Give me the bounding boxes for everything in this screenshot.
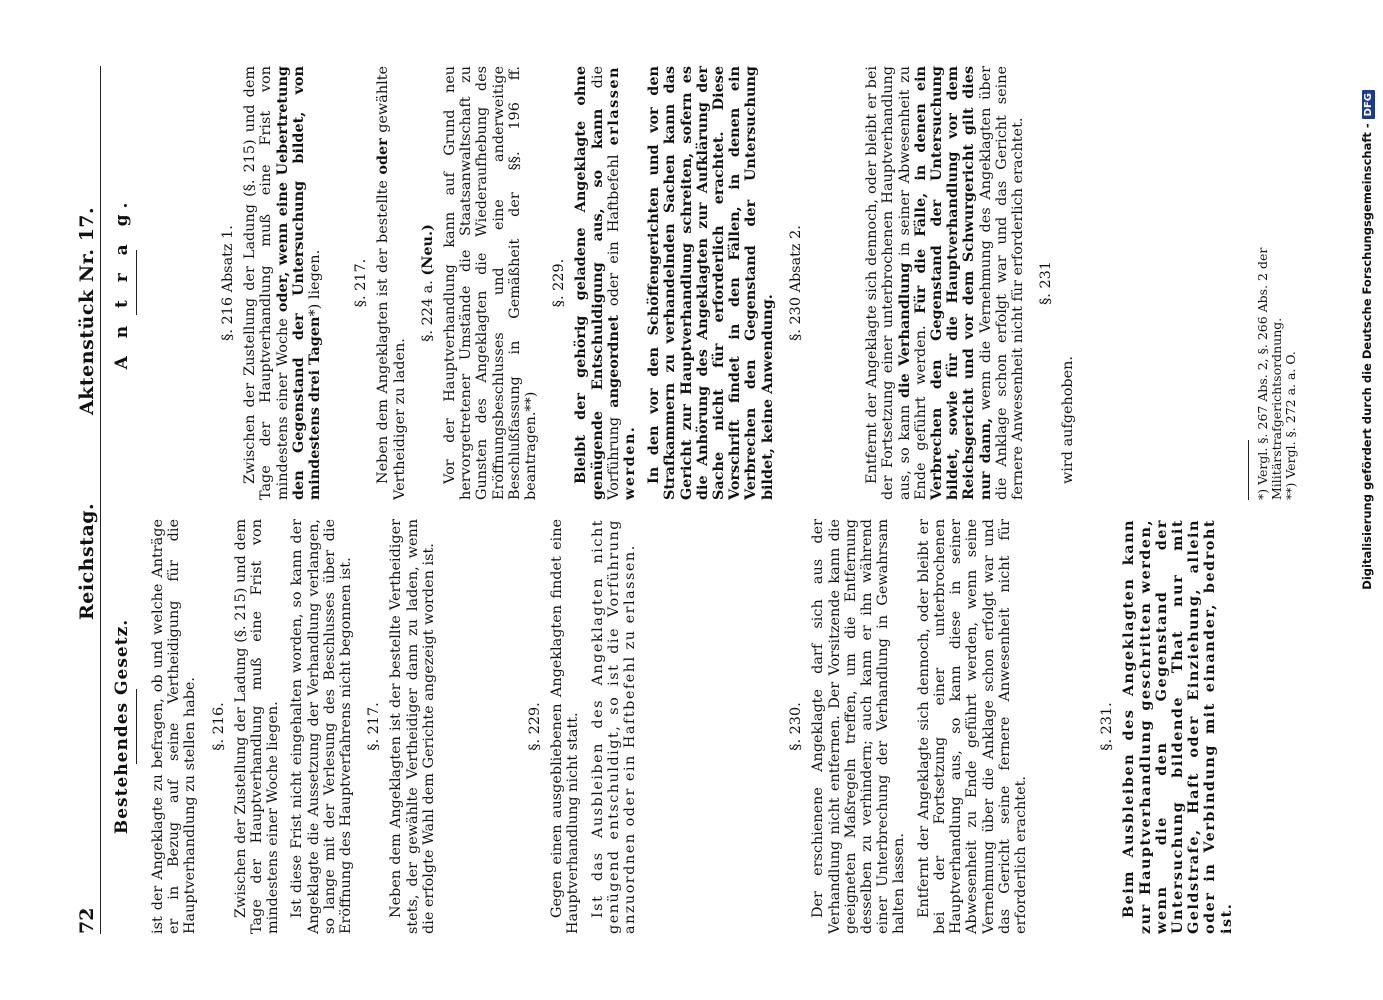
right-s230-text-e: wenn die Vernehmung des Angeklagten über die Anklage schon erfolgt war und das Gericht seine fernere Anwesenheit nicht für erforderlich erachtet.	[977, 65, 1026, 500]
left-intro: ist der Angeklagte zu befragen, ob und welche Anträge er in Bezug auf seine Vertheidigung für die Hauptverhandlung zu stellen habe.	[150, 519, 199, 934]
header-rule	[100, 66, 101, 934]
left-s217-paragraph-1: Neben dem Angeklagten ist der bestellte Vertheidiger stets, der gewählte Vertheidiger dann zu laden, wenn die erfolgte Wahl dem Gerichte angezeigt worden ist.	[388, 519, 437, 934]
page-number: 72	[76, 907, 98, 934]
right-s230-text-bold-b: die Verhandlung	[895, 262, 913, 398]
footnote-1: *) Vergl. §. 267 Abs. 2, §. 266 Abs. 2 der Militärstrafgerichtsordnung.	[1255, 247, 1284, 500]
right-column-heading: A n t r a g.	[112, 196, 132, 370]
right-s229-text-bold-a: Bleibt der gehörig geladene Angeklagte ohne genügende Entschuldigung aus, so kann	[572, 66, 606, 500]
dfg-logo: DFG	[1362, 90, 1375, 119]
right-s230-text-a: Entfernt der Angeklagte sich dennoch, oder bleibt er bei der Fortsetzung einer unterbrochenen Hauptverhandlung aus, so kann	[864, 66, 913, 500]
digitisation-credit	[1360, 90, 1374, 790]
left-s230-paragraph-1: Der erschienene Angeklagte darf sich aus der Verhandlung nicht entfernen. Der Vorsitzende kann die geeigneten Maßregeln treffen, um die Entfernung desselben zu verhindern; auch kann er ihn während einer Unterbrechung der Verhandlung in Gewahrsam halten lassen.	[810, 519, 908, 934]
right-s231-title: §. 231	[1038, 261, 1055, 305]
right-s217-paragraph-1	[375, 66, 407, 500]
right-s216-text-a: Zwischen der Zustellung der Ladung (§. 215) und dem Tage der Hauptverhandlung muß eine Frist von mindestens einer Woche	[242, 66, 291, 500]
left-s231-paragraph-1: Beim Ausbleiben des Angeklagten kann zur Hauptverhandlung geschritten werden, wenn die den Gegenstand der Untersuchung bildende That nur mit Geldstrafe, Haft oder Einziehung, allein oder in Verbindung mit einander, bedroht ist.	[1120, 519, 1235, 934]
left-s230-title: §. 230.	[788, 702, 805, 751]
right-s230-title: §. 230 Absatz 2.	[787, 225, 804, 341]
left-s230-paragraph-2: Entfernt der Angeklagte sich dennoch, oder bleibt er bei der Fortsetzung einer unterbrochenen Hauptverhandlung aus, so kann diese in seiner Abwesenheit zu Ende geführt werden, wenn seine Vernehmung über die Anklage schon erfolgt war und das Gericht seine fernere Anwesenheit nicht für erforderlich erachtet.	[915, 519, 1029, 934]
right-s229-text-b: die Vorführung	[589, 66, 622, 500]
running-head-right: Aktenstück Nr. 17.	[76, 206, 98, 415]
right-s217-text-c: gewählte Vertheidiger zu laden.	[375, 66, 408, 500]
right-s217-text-bold: oder	[374, 138, 392, 175]
right-s217-text-a: Neben dem Angeklagten ist der bestellte	[375, 174, 392, 484]
left-column-heading: Bestehendes Gesetz.	[112, 618, 132, 835]
left-s229-title: §. 229.	[527, 702, 544, 751]
left-s229-paragraph-2: Ist das Ausbleiben des Angeklagten nicht genügend entschuldigt, so ist die Vorführung anzuordnen oder ein Haftbefehl zu erlassen.	[589, 519, 639, 934]
left-s217-title: §. 217.	[366, 702, 383, 751]
right-s224a-title: §. 224 a.	[419, 280, 436, 342]
footnotes	[1256, 66, 1298, 500]
right-column	[150, 66, 1085, 500]
left-s229-paragraph-1: Gegen einen ausgebliebenen Angeklagten findet eine Hauptverhandlung nicht statt.	[549, 519, 582, 934]
left-s216-title: §. 216.	[210, 702, 227, 751]
right-s229-text-d: oder ein Haftbefehl	[605, 145, 622, 316]
right-s229-title: §. 229.	[551, 258, 568, 308]
right-s217-title: §. 217.	[353, 258, 370, 308]
right-s231-paragraph-1: wird aufgehoben.	[1060, 356, 1077, 484]
right-s230-text-bold-d: Für die Fälle, in denen ein Verbrechen den Gegenstand der Untersuchung bildet, sowie für die Hauptverhandlung vor dem Reichsgericht und vor dem Schwurgericht gilt dies nur dann,	[911, 66, 994, 500]
footnote-rule	[1248, 440, 1249, 500]
right-s229-text-bold-c: angeordnet	[604, 315, 622, 408]
right-s230-text-c: in seiner Abwesenheit zu Ende geführt werden.	[896, 65, 929, 500]
right-s224a-heading	[420, 66, 436, 500]
running-head-left: Reichstag.	[76, 502, 98, 620]
right-s216-text-c: *) liegen.	[307, 249, 324, 317]
right-s216-text-bold: oder, wenn eine Uebertretung den Gegenstand der Untersuchung bildet, von mindestens drei Tagen	[273, 66, 324, 500]
right-heading-underline	[136, 250, 137, 315]
left-column	[150, 519, 1243, 934]
footnote-2: **) Vergl. §. 272 a. a. O.	[1283, 351, 1298, 500]
left-s231-title: §. 231.	[1099, 702, 1116, 751]
right-s229-paragraph-2: In den vor den Schöffengerichten und vor den Strafkammern zu verhandelnden Sachen kann das Gericht zur Hauptverhandlung schreiten, sofern es die Anhörung des Angeklagten zur Aufklärung der Sache nicht für erforderlich erachtet. Diese Vorschrift findet in den Fällen, in denen ein Verbrechen den Gegenstand der Untersuchung bildet, keine Anwendung.	[645, 66, 776, 500]
left-heading-underline	[136, 689, 137, 764]
right-s216-paragraph-1	[242, 66, 323, 500]
right-s216-title: §. 216 Absatz 1.	[220, 225, 236, 341]
left-s216-paragraph-2: Ist diese Frist nicht eingehalten worden, so kann der Angeklagte die Aussetzung der Verhandlung verlangen, so lange mit der Verlesung des Beschlusses über die Eröffnung des Hauptverfahrens nicht begonnen ist.	[289, 519, 355, 934]
credit-text: Digitalisierung gefördert durch die Deutsche Forschungsgemeinschaft -	[1360, 123, 1374, 590]
right-s229-paragraph-1	[573, 66, 638, 500]
right-s224a-new-label: (Neu.)	[418, 224, 436, 276]
right-s224a-paragraph-1: Vor der Hauptverhandlung kann auf Grund neu hervorgetretener Umstände die Staatsanwaltschaft zu Gunsten des Angeklagten die Wiederaufhebung des Eröffnungsbeschlusses und eine anderweitige Beschlußfassung in Gemäßheit der §§. 196 ff. beantragen.**)	[442, 66, 540, 500]
right-s230-paragraph-1	[864, 66, 1026, 500]
right-s229-text-spaced: erlassen werden.	[604, 66, 639, 500]
left-s216-paragraph-1: Zwischen der Zustellung der Ladung (§. 215) und dem Tage der Hauptverhandlung muß eine Frist von mindestens einer Woche liegen.	[232, 519, 282, 934]
